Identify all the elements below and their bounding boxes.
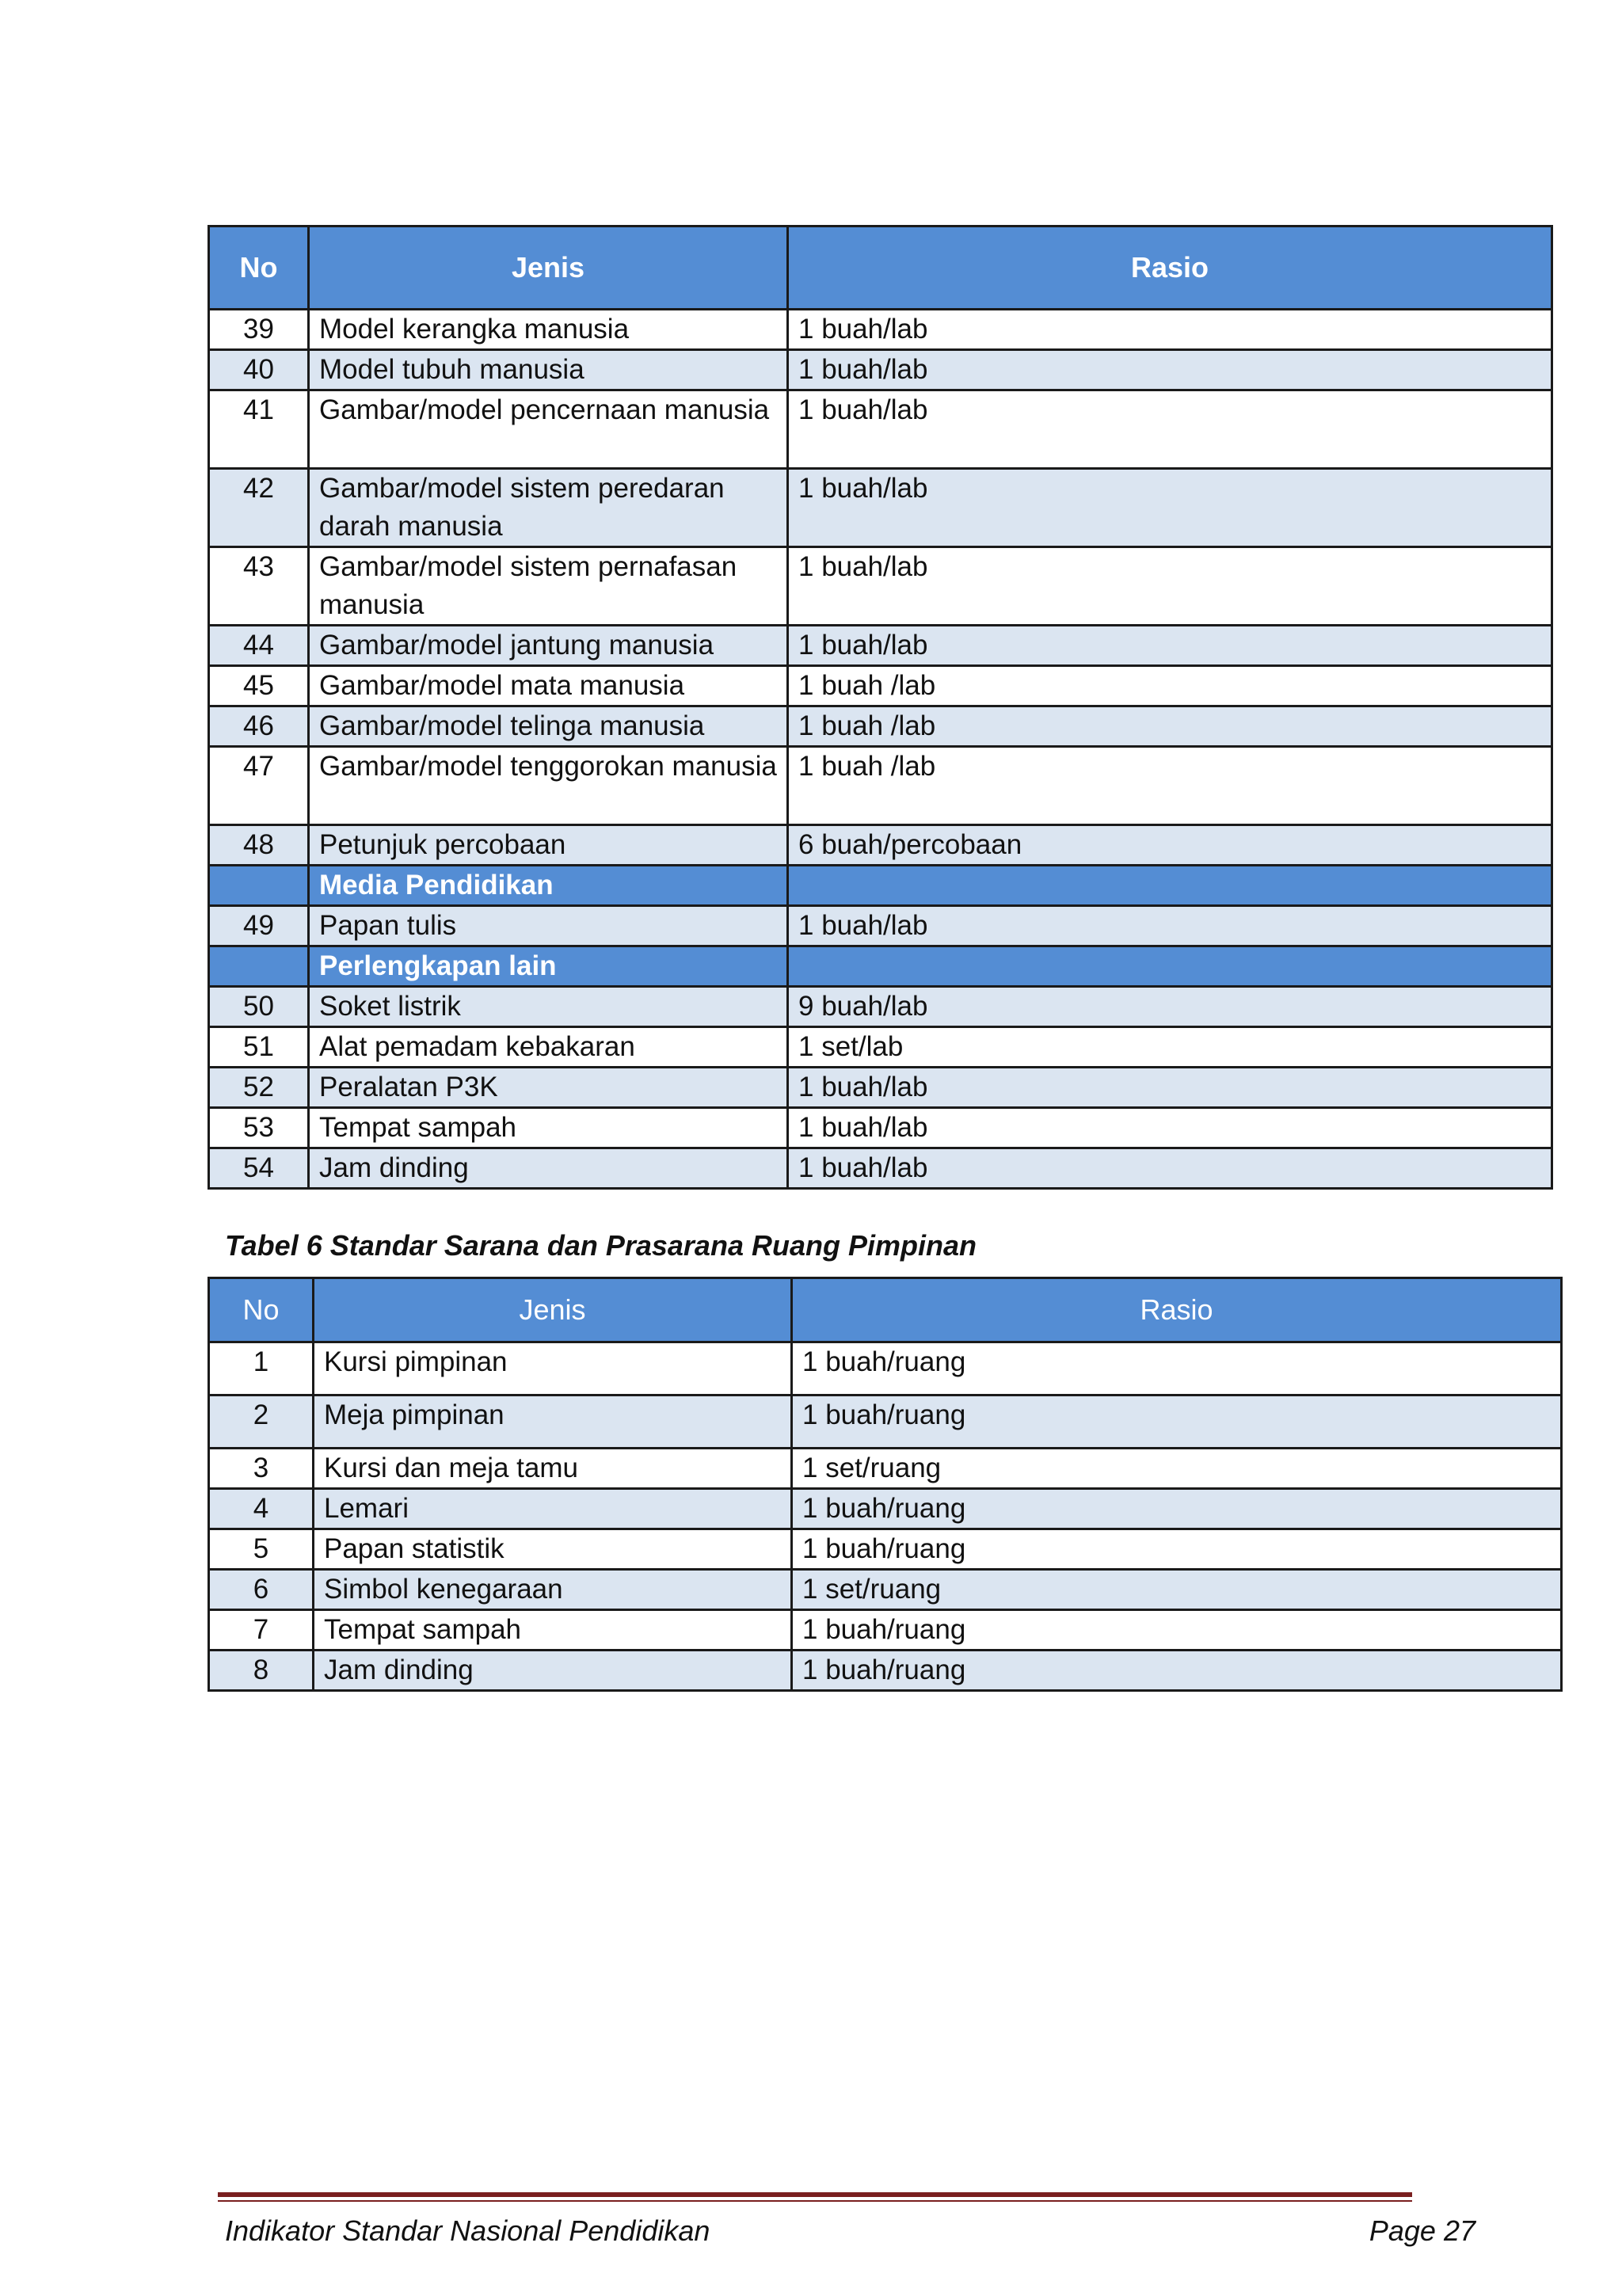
- row-jenis: Papan tulis: [309, 906, 788, 946]
- footer-rule-bottom: [218, 2200, 1412, 2202]
- header-rasio: Rasio: [792, 1278, 1562, 1342]
- section-title: Perlengkapan lain: [309, 946, 788, 987]
- row-number: 52: [209, 1068, 309, 1108]
- row-rasio: 1 buah/ruang: [792, 1610, 1562, 1651]
- row-rasio: 1 buah /lab: [788, 747, 1552, 825]
- header-jenis: Jenis: [309, 227, 788, 310]
- table-row: [209, 1068, 1552, 1108]
- table-row: [209, 310, 1552, 350]
- row-jenis: Jam dinding: [314, 1651, 792, 1691]
- row-jenis: Jam dinding: [309, 1148, 788, 1189]
- table-row: [209, 1148, 1552, 1189]
- row-rasio: 1 buah/lab: [788, 1148, 1552, 1189]
- header-no: No: [209, 227, 309, 310]
- section-title: Media Pendidikan: [309, 866, 788, 906]
- row-rasio: 1 buah/ruang: [792, 1651, 1562, 1691]
- table-row: [209, 825, 1552, 866]
- row-rasio: 1 buah/ruang: [792, 1395, 1562, 1449]
- row-number: 53: [209, 1108, 309, 1148]
- section-number-cell: [209, 946, 309, 987]
- table-row: [209, 706, 1552, 747]
- row-rasio: 1 buah/lab: [788, 390, 1552, 469]
- table-row: [209, 1027, 1552, 1068]
- row-number: 5: [209, 1529, 314, 1570]
- row-jenis: Gambar/model tenggorokan manusia: [309, 747, 788, 825]
- row-number: 6: [209, 1570, 314, 1610]
- row-jenis: Kursi dan meja tamu: [314, 1449, 792, 1489]
- row-jenis: Gambar/model mata manusia: [309, 666, 788, 706]
- row-number: 40: [209, 350, 309, 390]
- table-row: [209, 1529, 1562, 1570]
- row-rasio: 1 buah/ruang: [792, 1489, 1562, 1529]
- row-number: 2: [209, 1395, 314, 1449]
- footer-rule-top: [218, 2192, 1412, 2197]
- row-number: 39: [209, 310, 309, 350]
- row-number: 43: [209, 547, 309, 626]
- sarana-table-continued: [208, 225, 1553, 1190]
- row-number: 49: [209, 906, 309, 946]
- footer-title: Indikator Standar Nasional Pendidikan: [225, 2214, 710, 2247]
- row-jenis: Peralatan P3K: [309, 1068, 788, 1108]
- table-row: [209, 906, 1552, 946]
- section-row-media-pendidikan: [209, 866, 1552, 906]
- section-rasio-cell: [788, 866, 1552, 906]
- row-jenis: Petunjuk percobaan: [309, 825, 788, 866]
- header-no: No: [209, 1278, 314, 1342]
- row-jenis: Model tubuh manusia: [309, 350, 788, 390]
- row-number: 45: [209, 666, 309, 706]
- row-rasio: 1 buah/lab: [788, 547, 1552, 626]
- row-rasio: 1 set/ruang: [792, 1449, 1562, 1489]
- section-rasio-cell: [788, 946, 1552, 987]
- table-row: [209, 1651, 1562, 1691]
- row-rasio: 1 buah/lab: [788, 1108, 1552, 1148]
- row-jenis: Gambar/model jantung manusia: [309, 626, 788, 666]
- row-jenis: Simbol kenegaraan: [314, 1570, 792, 1610]
- table-row: [209, 1489, 1562, 1529]
- row-jenis: Meja pimpinan: [314, 1395, 792, 1449]
- row-number: 42: [209, 469, 309, 547]
- row-number: 54: [209, 1148, 309, 1189]
- row-number: 50: [209, 987, 309, 1027]
- row-jenis: Gambar/model telinga manusia: [309, 706, 788, 747]
- row-rasio: 1 buah/lab: [788, 310, 1552, 350]
- table-row: [209, 1108, 1552, 1148]
- table-row: [209, 469, 1552, 547]
- header-jenis: Jenis: [314, 1278, 792, 1342]
- row-number: 3: [209, 1449, 314, 1489]
- table-header-row: [209, 227, 1552, 310]
- row-jenis: Kursi pimpinan: [314, 1342, 792, 1395]
- header-rasio: Rasio: [788, 227, 1552, 310]
- row-jenis: Alat pemadam kebakaran: [309, 1027, 788, 1068]
- row-rasio: 1 buah /lab: [788, 666, 1552, 706]
- row-number: 1: [209, 1342, 314, 1395]
- row-rasio: 1 buah/lab: [788, 626, 1552, 666]
- table-row: [209, 350, 1552, 390]
- table-row: [209, 1342, 1562, 1395]
- row-jenis: Gambar/model sistem peredaran darah manusia: [309, 469, 788, 547]
- section-row-perlengkapan-lain: [209, 946, 1552, 987]
- table-row: [209, 747, 1552, 825]
- table-row: [209, 1449, 1562, 1489]
- row-rasio: 1 set/ruang: [792, 1570, 1562, 1610]
- row-jenis: Gambar/model pencernaan manusia: [309, 390, 788, 469]
- row-rasio: 9 buah/lab: [788, 987, 1552, 1027]
- table-row: [209, 666, 1552, 706]
- table-caption: Tabel 6 Standar Sarana dan Prasarana Ruang Pimpinan: [225, 1229, 977, 1262]
- section-number-cell: [209, 866, 309, 906]
- table-row: [209, 626, 1552, 666]
- row-rasio: 1 buah/lab: [788, 906, 1552, 946]
- row-rasio: 1 buah/lab: [788, 469, 1552, 547]
- row-jenis: Model kerangka manusia: [309, 310, 788, 350]
- table-row: [209, 1610, 1562, 1651]
- row-number: 48: [209, 825, 309, 866]
- row-number: 8: [209, 1651, 314, 1691]
- row-rasio: 1 buah/ruang: [792, 1342, 1562, 1395]
- row-number: 47: [209, 747, 309, 825]
- page-number: Page 27: [1369, 2214, 1475, 2247]
- row-jenis: Gambar/model sistem pernafasan manusia: [309, 547, 788, 626]
- row-number: 44: [209, 626, 309, 666]
- row-jenis: Tempat sampah: [309, 1108, 788, 1148]
- row-number: 41: [209, 390, 309, 469]
- row-rasio: 1 buah /lab: [788, 706, 1552, 747]
- row-number: 7: [209, 1610, 314, 1651]
- table-row: [209, 1570, 1562, 1610]
- row-jenis: Soket listrik: [309, 987, 788, 1027]
- table-row: [209, 1395, 1562, 1449]
- table-row: [209, 390, 1552, 469]
- table-row: [209, 547, 1552, 626]
- row-rasio: 1 buah/lab: [788, 350, 1552, 390]
- table-row: [209, 987, 1552, 1027]
- row-rasio: 1 buah/ruang: [792, 1529, 1562, 1570]
- row-number: 4: [209, 1489, 314, 1529]
- table-header-row: [209, 1278, 1562, 1342]
- row-jenis: Papan statistik: [314, 1529, 792, 1570]
- row-jenis: Tempat sampah: [314, 1610, 792, 1651]
- row-rasio: 1 buah/lab: [788, 1068, 1552, 1108]
- row-rasio: 1 set/lab: [788, 1027, 1552, 1068]
- row-number: 51: [209, 1027, 309, 1068]
- ruang-pimpinan-table: [208, 1277, 1563, 1692]
- row-number: 46: [209, 706, 309, 747]
- row-jenis: Lemari: [314, 1489, 792, 1529]
- row-rasio: 6 buah/percobaan: [788, 825, 1552, 866]
